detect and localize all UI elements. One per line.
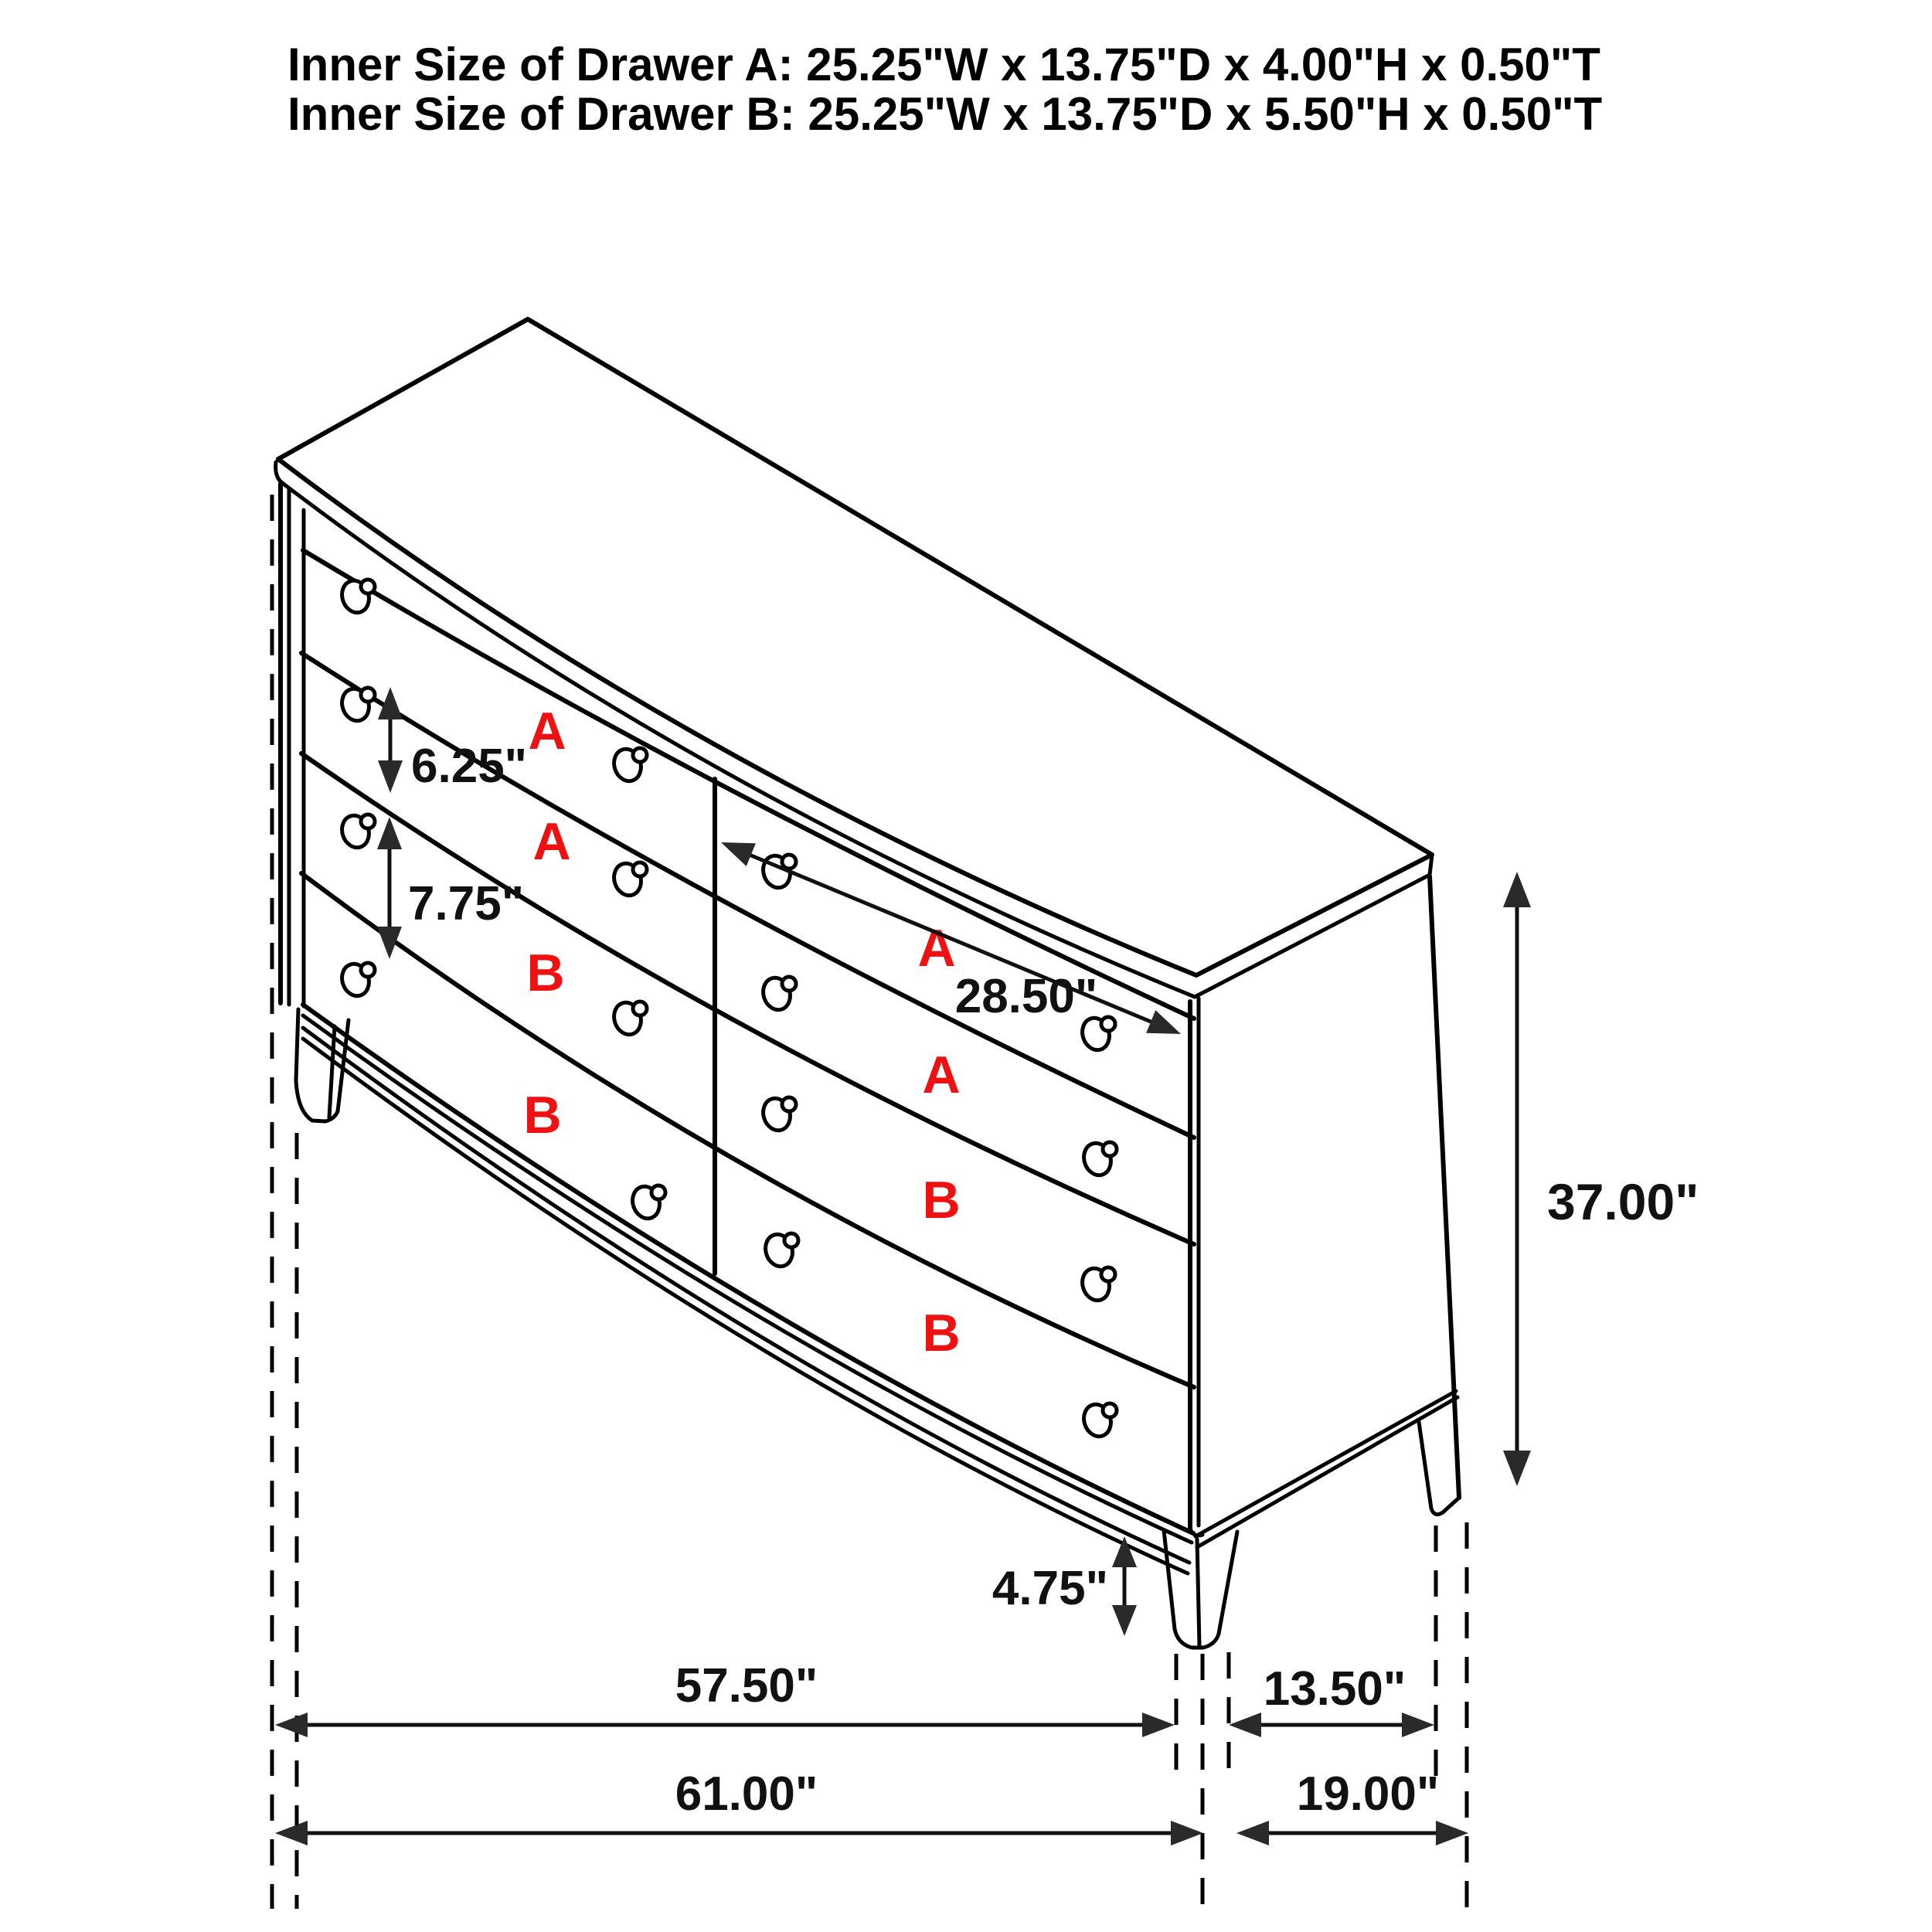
arrowhead-right xyxy=(1171,1821,1203,1845)
knob-left-bank-row2-left xyxy=(338,685,375,724)
front-right-leg-corner-edge xyxy=(1197,1539,1199,1646)
front-face xyxy=(281,484,1199,1573)
label-left-drawer-2: A xyxy=(532,812,571,871)
side-panel-bottom-edge-upper xyxy=(1196,1391,1456,1536)
dim-text-28-50: 28.50" xyxy=(954,970,1098,1023)
knob-left-bank-row3-left xyxy=(338,812,375,851)
arrowhead-right xyxy=(1436,1821,1468,1845)
arrowhead-down xyxy=(1503,1451,1531,1486)
drawer-letters xyxy=(523,702,960,1362)
dimension-leg-span-width xyxy=(275,1659,1175,1737)
legs xyxy=(296,1009,1459,1648)
dimension-overall-width xyxy=(275,1767,1203,1845)
knob-right-bank-row3-left xyxy=(759,1095,796,1134)
label-right-drawer-4: B xyxy=(922,1304,961,1362)
label-left-drawer-4: B xyxy=(523,1086,562,1145)
arrowhead-down xyxy=(1112,1605,1137,1636)
label-right-drawer-2: A xyxy=(922,1046,961,1104)
header-line-2: Inner Size of Drawer B: 25.25"W x 13.75"D x 5.50"H x 0.50"T xyxy=(287,88,1603,140)
arrowhead-left xyxy=(1236,1821,1269,1845)
dim-text-61-00: 61.00" xyxy=(675,1767,818,1821)
bottom-rail-top xyxy=(303,1005,1193,1533)
top-slab-right-tip-edge xyxy=(1430,855,1432,875)
knob-right-bank-row4-right xyxy=(1080,1401,1117,1440)
arrowhead-down xyxy=(378,760,403,793)
header xyxy=(287,39,1602,140)
label-right-drawer-1: A xyxy=(917,919,956,978)
label-left-drawer-3: B xyxy=(526,944,565,1002)
side-panel-bottom-edge-lower xyxy=(1197,1397,1458,1547)
dim-text-13-50: 13.50" xyxy=(1263,1662,1406,1716)
header-line-1: Inner Size of Drawer A: 25.25"W x 13.75"D x 4.00"H x 0.50"T xyxy=(287,39,1600,90)
dimension-overall-height xyxy=(1503,872,1699,1486)
bottom-rail-bottom xyxy=(303,1039,1188,1573)
dimension-drawer-b-height xyxy=(377,817,524,959)
arrowhead-left xyxy=(1229,1713,1261,1737)
top-slab-left-corner xyxy=(276,462,281,482)
dim-text-37-00: 37.00" xyxy=(1547,1173,1699,1230)
top-slab-right-bottom-edge xyxy=(1195,875,1430,997)
arrowhead-right xyxy=(1402,1713,1434,1737)
knob-right-bank-row2-right xyxy=(1080,1140,1117,1179)
dim-text-57-50: 57.50" xyxy=(675,1659,818,1713)
dim-text-7-75: 7.75" xyxy=(408,877,525,930)
dimension-leg-span-depth xyxy=(1229,1662,1434,1737)
dimension-overall-depth xyxy=(1236,1767,1468,1845)
rear-right-leg xyxy=(1419,1422,1459,1515)
knob-left-bank-row4-right xyxy=(628,1183,665,1222)
front-left-leg-corner-edge xyxy=(329,1026,335,1117)
knob-left-bank-row4-left xyxy=(338,961,375,999)
arrowhead-up xyxy=(377,817,402,849)
label-left-drawer-1: A xyxy=(528,702,566,760)
dimension-leg-height xyxy=(992,1536,1137,1636)
knob-left-bank-row1-right xyxy=(610,746,647,784)
knob-right-bank-row2-left xyxy=(759,975,796,1013)
arrowhead-upper-left xyxy=(721,842,756,866)
arrowhead-up xyxy=(1503,872,1531,907)
knob-left-bank-row1-left xyxy=(338,577,375,616)
arrowhead-left xyxy=(275,1821,308,1845)
dim-text-6-25: 6.25" xyxy=(411,740,528,793)
label-right-drawer-3: B xyxy=(922,1171,961,1230)
dim-text-4-75: 4.75" xyxy=(992,1562,1108,1615)
knob-right-bank-row3-right xyxy=(1078,1265,1115,1304)
arrowhead-left xyxy=(275,1713,308,1737)
arrowhead-lower-right xyxy=(1146,1010,1181,1034)
arrowhead-right xyxy=(1142,1713,1175,1737)
bottom-rail-line-2 xyxy=(303,1015,1192,1543)
dimension-drawer-a-height xyxy=(378,687,527,793)
knob-left-bank-row2-right xyxy=(610,860,647,899)
knob-left-bank-row3-right xyxy=(610,999,647,1038)
dim-text-19-00: 19.00" xyxy=(1296,1767,1440,1821)
knob-right-bank-row4-left xyxy=(761,1231,798,1270)
